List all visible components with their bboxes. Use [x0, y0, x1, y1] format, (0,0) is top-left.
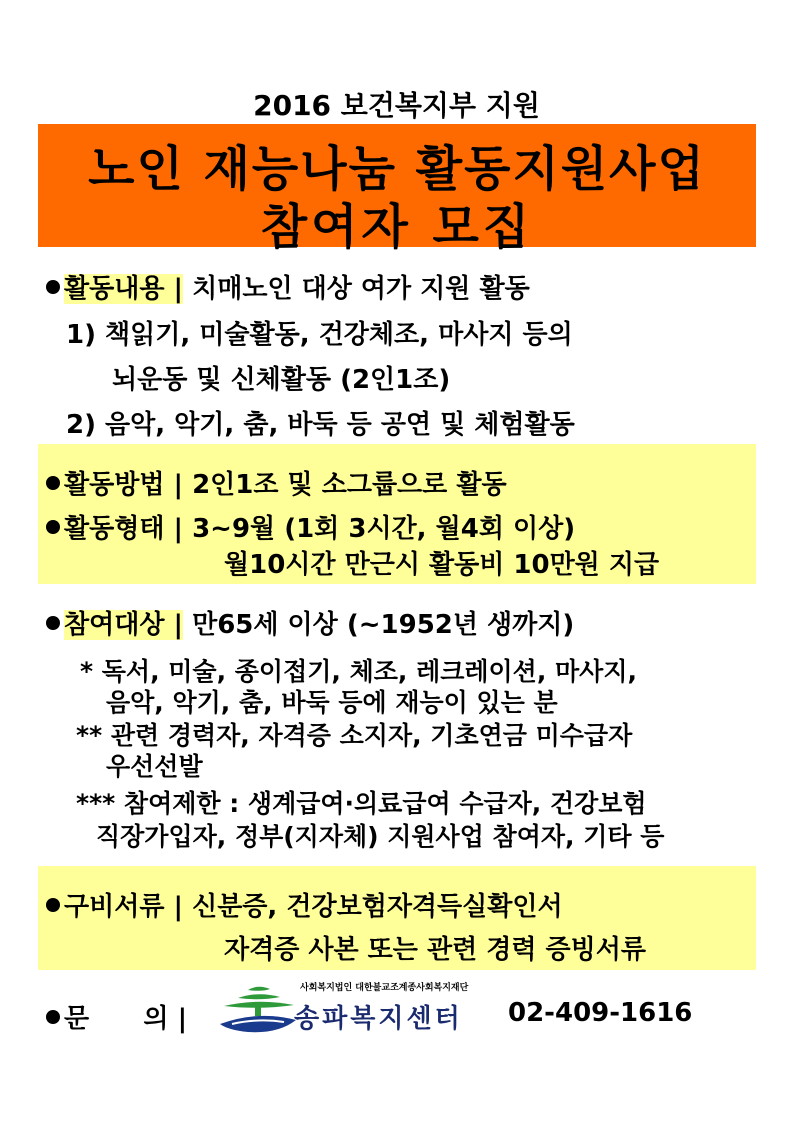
target-value: 만65세 이상 (~1952년 생까지)	[192, 610, 575, 640]
bullet-icon	[46, 898, 60, 912]
bullet-icon	[46, 280, 60, 294]
target-note-3: *** 참여제한 : 생계급여·의료급여 수급자, 건강보험	[76, 789, 647, 818]
activity-item-1: 1) 책읽기, 미술활동, 건강체조, 마사지 등의	[66, 320, 573, 350]
target-row	[46, 604, 574, 641]
activity-method-label: 활동방법	[64, 470, 165, 500]
title-banner	[38, 124, 756, 255]
bullet-icon	[46, 476, 60, 490]
page-title-line1: 노인 재능나눔 활동지원사업	[88, 141, 706, 197]
activity-method-value: | 2인1조 및 소그룹으로 활동	[173, 470, 507, 500]
activity-type-value: | 3~9월 (1회 3시간, 월4회 이상)	[173, 514, 576, 544]
target-note-1-cont: 음악, 악기, 춤, 바둑 등에 재능이 있는 분	[106, 688, 558, 717]
org-name: 송파복지센터	[294, 1004, 463, 1034]
target-note-3-cont: 직장가입자, 정부(지자체) 지원사업 참여자, 기타 등	[96, 822, 665, 851]
activity-type-cont: 월10시간 만근시 활동비 10만원 지급	[224, 550, 660, 580]
contact-row	[46, 998, 187, 1035]
activity-content-value: 치매노인 대상 여가 지원 활동	[192, 274, 530, 304]
activity-type-row	[46, 508, 575, 545]
activity-content-label: 활동내용 |	[64, 274, 184, 304]
activity-content-row	[46, 268, 530, 305]
bullet-icon	[46, 616, 60, 630]
bullet-icon	[46, 520, 60, 534]
bullet-icon	[46, 1010, 60, 1024]
activity-method-row	[46, 464, 507, 501]
contact-phone: 02-409-1616	[508, 998, 693, 1028]
activity-type-label: 활동형태	[64, 514, 165, 544]
documents-row	[46, 886, 563, 923]
songpa-welfare-logo-icon	[218, 984, 298, 1036]
page-subtitle: 2016 보건복지부 지원	[253, 89, 540, 122]
target-note-1: * 독서, 미술, 종이접기, 체조, 레크레이션, 마사지,	[80, 657, 637, 686]
page-title-line2: 참여자 모집	[260, 199, 534, 255]
documents-value: | 신분증, 건강보험자격득실확인서	[173, 892, 563, 922]
target-note-2: ** 관련 경력자, 자격증 소지자, 기초연금 미수급자	[76, 721, 633, 750]
target-note-2-cont: 우선선발	[106, 752, 203, 781]
org-parent-name: 사회복지법인 대한불교조계종사회복지재단	[300, 983, 469, 993]
activity-item-1-cont: 뇌운동 및 신체활동 (2인1조)	[112, 365, 451, 395]
documents-label: 구비서류	[64, 892, 165, 922]
target-label: 참여대상 |	[64, 610, 184, 640]
activity-item-2: 2) 음악, 악기, 춤, 바둑 등 공연 및 체험활동	[66, 410, 575, 440]
documents-cont: 자격증 사본 또는 관련 경력 증빙서류	[224, 935, 646, 965]
contact-label: 문 의 |	[64, 1004, 188, 1034]
